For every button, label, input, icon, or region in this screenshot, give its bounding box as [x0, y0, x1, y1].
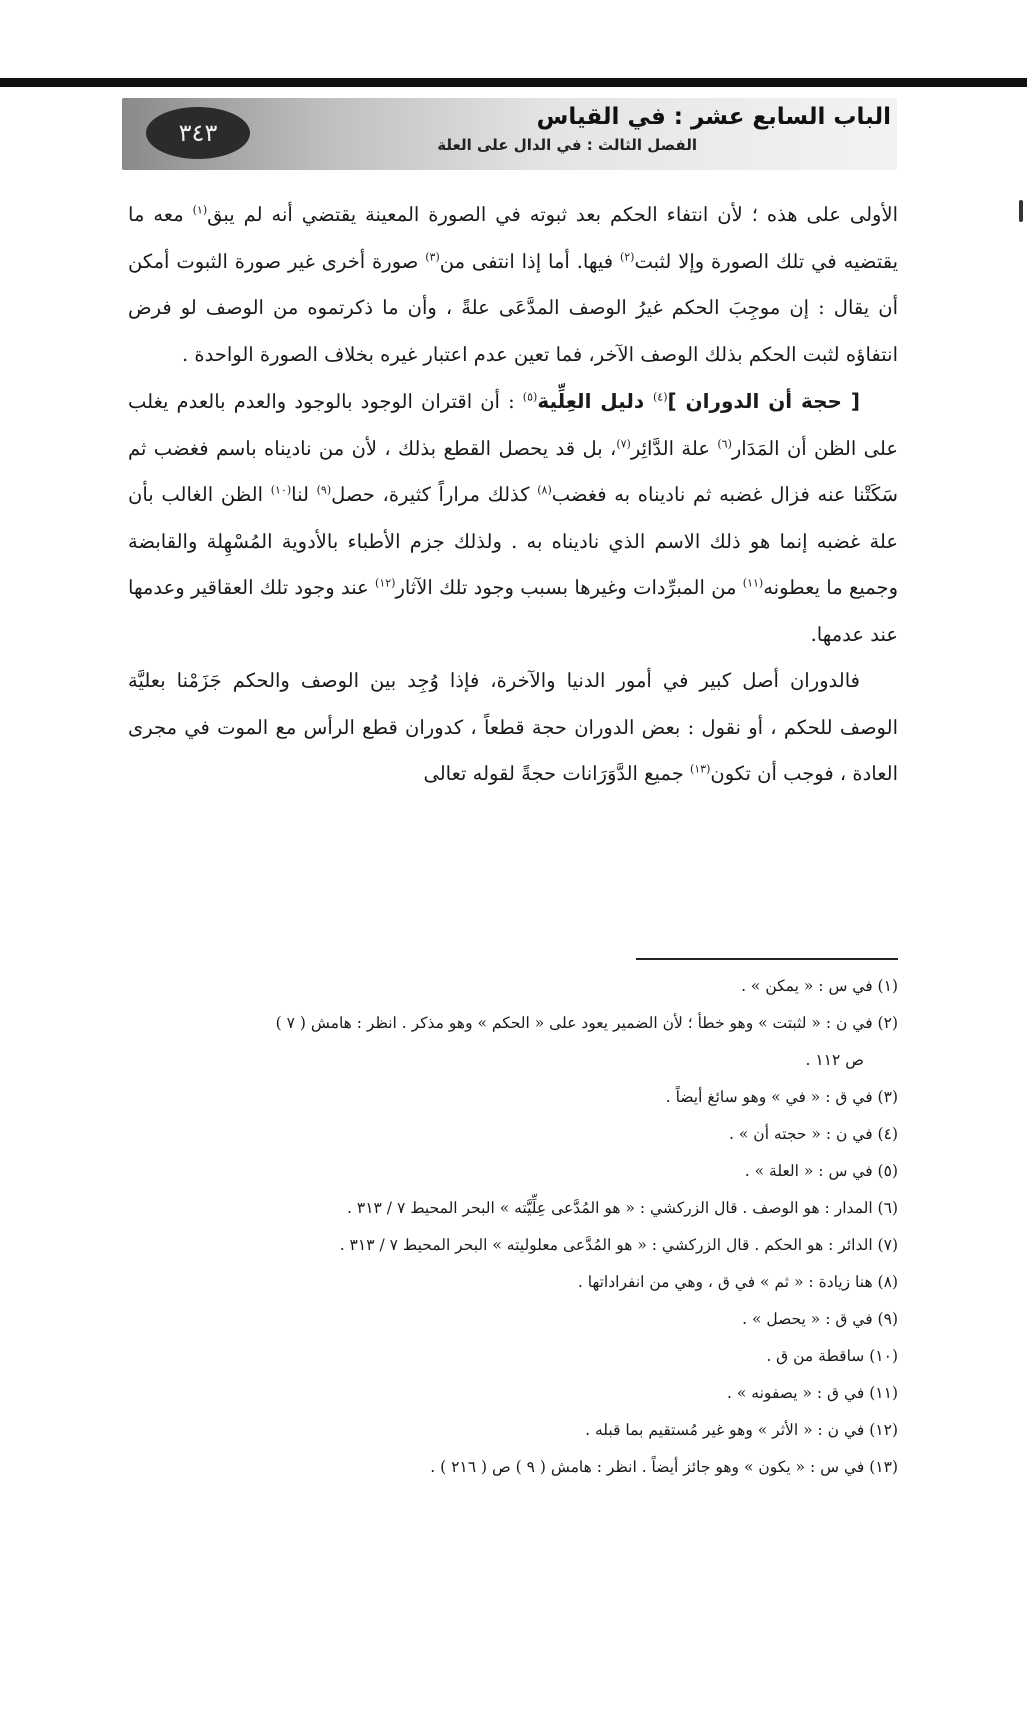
- text-run: معه ما يقتضيه في تلك الصورة وإلا لثبت: [128, 203, 898, 273]
- paragraph-1: [128, 192, 898, 378]
- text-run: : أن اقتران الوجود بالوجود والعدم بالعدم يغلب على الظن أن المَدَار: [128, 390, 898, 460]
- page-edge-mark: [1019, 200, 1023, 222]
- footnote-2: (٢) في ن : « لثبتت » وهو خطأ ؛ لأن الضمير يعود على « الحكم » وهو مذكر . انظر : هامش ( ٧ ): [275, 1014, 898, 1032]
- footnote-ref: (١٠): [270, 483, 292, 497]
- footnote-ref: (٤): [652, 390, 668, 404]
- text-run: من المبرِّدات وغيرها بسبب وجود تلك الآثار: [395, 576, 743, 599]
- footnote-5: (٥) في س : « العلة » .: [744, 1162, 898, 1180]
- footnote-2-continuation: ص ١١٢ .: [805, 1051, 864, 1069]
- top-rule: [0, 78, 1027, 87]
- chapter-title: الباب السابع عشر : في القياس: [536, 104, 891, 130]
- footnote-12: (١٢) في ن : « الأثر » وهو غير مُستقيم بما قبله .: [585, 1421, 898, 1439]
- paragraph-2: [128, 378, 898, 658]
- footnote-ref: (١٢): [375, 576, 396, 590]
- section-title: الفصل الثالث : في الدال على العلة: [437, 136, 697, 154]
- footnote-ref: (٥): [522, 390, 538, 404]
- text-run: الظن الغالب بأن علة غضبه إنما هو ذلك الاسم الذي ناديناه به . ولذلك جزم الأطباء بالأدوية المُسْهِلة والقابضة وجميع ما يعطونه: [128, 483, 899, 599]
- footnote-ref: (١٣): [689, 762, 711, 776]
- footnote-6: (٦) المدار : هو الوصف . قال الزركشي : « هو المُدَّعى عِلِّيَّته » البحر المحيط ٧ / ٣١٣ .: [347, 1199, 898, 1217]
- text-run: فالدوران أصل كبير في أمور الدنيا والآخرة، فإذا وُجِد بين الوصف والحكم جَزَمْنا بعليَّة الوصف للحكم ، أو نقول : بعض الدوران حجة قطعاً ، كدوران قطع الرأس مع الموت في مجرى العادة ، فوجب أن تكون: [128, 669, 898, 785]
- inline-heading: [ حجة أن الدوران ]: [667, 389, 860, 413]
- footnote-ref: (٣): [425, 250, 440, 263]
- inline-heading: دليل العِلِّية: [537, 389, 653, 413]
- text-run: صورة أخرى غير صورة الثبوت أمكن أن يقال : إن موجِبَ الحكم غيرُ الوصف المدَّعَى علةً ، وأن ما ذكرتموه من الوصف لو فرض انتفاؤه لثبت الحكم بذلك الوصف الآخر، فما تعين عدم اعتبار غيره بخلاف الصورة الواحدة .: [128, 249, 898, 366]
- footnote-4: (٤) في ن : « حجته أن » .: [729, 1125, 898, 1143]
- footnote-10: (١٠) ساقطة من ق .: [766, 1347, 898, 1365]
- text-run: كذلك مراراً كثيرة، حصل: [331, 483, 538, 506]
- text-run: جميع الدَّوَرَانات حجةً لقوله تعالى: [423, 762, 690, 785]
- footnote-ref: (١١): [742, 576, 764, 590]
- footnote-ref: (٦): [717, 437, 732, 450]
- footnote-11: (١١) في ق : « يصفونه » .: [727, 1384, 898, 1402]
- footnote-separator: [636, 958, 898, 960]
- page-number: ٣٤٣: [146, 107, 250, 159]
- paragraph-3: [128, 658, 898, 798]
- text-run: لنا: [291, 483, 317, 506]
- footnote-ref: (٩): [316, 483, 332, 497]
- footnote-ref: (٢): [619, 250, 635, 263]
- main-text: [128, 192, 898, 798]
- footnote-3: (٣) في ق : « في » وهو سائغ أيضاً .: [665, 1088, 898, 1106]
- text-run: ، بل قد يحصل القطع بذلك ، لأن من ناديناه باسم فغضب ثم سَكَتْنا عنه فزال غضبه ثم ناديناه به فغضب: [128, 436, 899, 506]
- footnotes: [128, 968, 898, 1486]
- footnote-ref: (٧): [616, 437, 631, 450]
- footnote-13: (١٣) في س : « يكون » وهو جائز أيضاً . انظر : هامش ( ٩ ) ص ( ٢١٦ ) .: [430, 1458, 898, 1476]
- footnote-1: (١) في س : « يمكن » .: [741, 977, 898, 995]
- text-run: عند وجود تلك العقاقير وعدمها عند عدمها.: [128, 576, 898, 646]
- footnote-9: (٩) في ق : « يحصل » .: [742, 1310, 898, 1328]
- text-run: علة الدَّائِر: [630, 436, 718, 460]
- footnote-ref: (١): [192, 203, 208, 217]
- text-run: الأولى على هذه ؛ لأن انتفاء الحكم بعد ثبوته في الصورة المعينة يقتضي أنه لم يبق: [207, 203, 898, 226]
- footnote-8: (٨) هنا زيادة : « ثم » في ق ، وهي من انفراداتها .: [577, 1273, 898, 1291]
- footnote-7: (٧) الدائر : هو الحكم . قال الزركشي : « هو المُدَّعى معلوليته » البحر المحيط ٧ / ٣١٣ .: [339, 1236, 898, 1254]
- text-run: فيها. أما إذا انتفى من: [439, 249, 620, 273]
- footnote-ref: (٨): [537, 483, 552, 497]
